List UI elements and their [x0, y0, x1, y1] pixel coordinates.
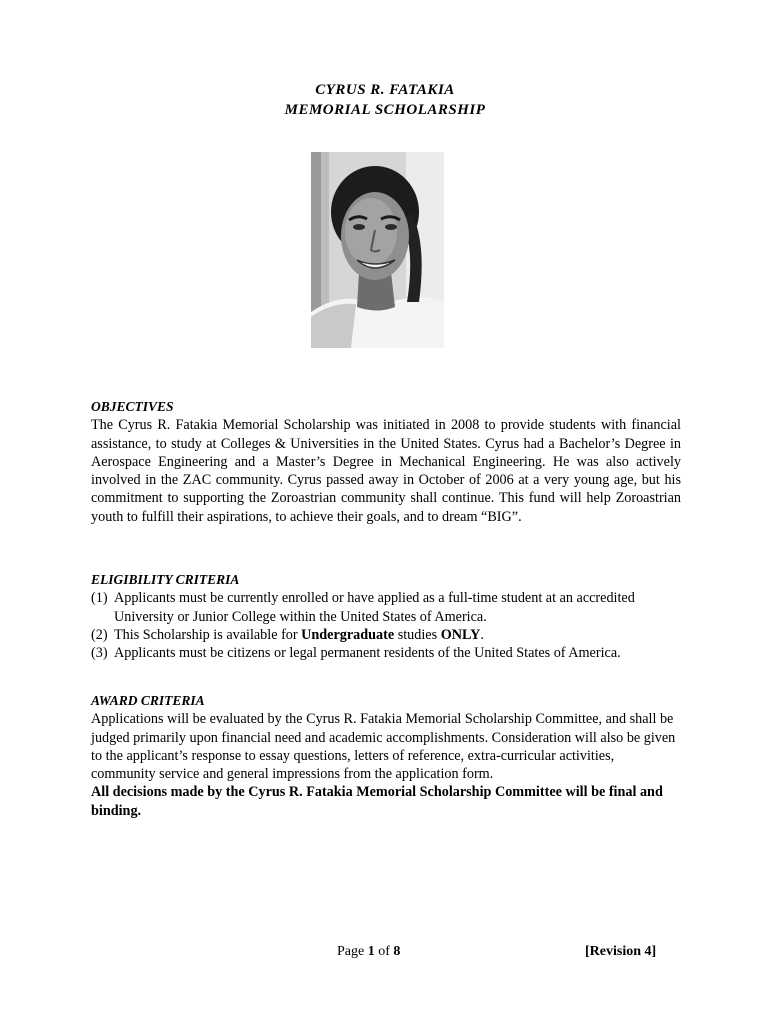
award-section [91, 692, 681, 820]
title-line-1: CYRUS R. FATAKIA [315, 82, 455, 98]
eligibility-item-2-undergraduate: Undergraduate [301, 626, 395, 643]
objectives-body: The Cyrus R. Fatakia Memorial Scholarship was initiated in 2008 to provide students with financial assistance, to study at Colleges & Universities in the United States. Cyrus had a Bachelor’s Degree in Aerospace Engineering and a Master’s Degree in Mechanical Engineering. He was also actively involved in the ZAC community. Cyrus passed away in October of 2006 at a very young age, but his commitment to supporting the Zoroastrian community shall continue. This fund will help Zoroastrian youth to fulfill their aspirations, to achieve their goals, and to dream “BIG”. [91, 417, 681, 525]
award-heading: AWARD CRITERIA [91, 693, 205, 708]
eligibility-item-2-mid: studies [394, 626, 441, 643]
eligibility-item-1-number: (1) [91, 590, 108, 607]
page-of: of [374, 944, 394, 959]
revision-label: [Revision 4] [585, 944, 657, 959]
eligibility-item-2-post: . [480, 626, 484, 643]
objectives-heading: OBJECTIVES [91, 399, 174, 414]
eligibility-item-2-only: ONLY [440, 626, 481, 643]
eligibility-item-3-number: (3) [91, 645, 108, 662]
page-label: Page [337, 944, 368, 959]
title-line-2: MEMORIAL SCHOLARSHIP [284, 102, 486, 118]
eligibility-item-2-number: (2) [91, 626, 108, 643]
portrait-photo [311, 152, 444, 348]
eligibility-item-3 [91, 644, 681, 662]
award-body: Applications will be evaluated by the Cyrus R. Fatakia Memorial Scholarship Committee, and shall be judged primarily upon financial need and academic accomplishments. Consideration will also be given to the applicant’s response to essay questions, letters of reference, extra-curricular activities, community service and general impressions from the application form. [91, 711, 676, 783]
objectives-section [91, 398, 681, 526]
eligibility-item-2-pre: This Scholarship is available for [114, 626, 302, 643]
eligibility-section [91, 571, 681, 662]
page-total: 8 [393, 944, 401, 959]
page-current: 1 [367, 944, 375, 959]
eligibility-item-2 [91, 626, 681, 644]
eligibility-heading: ELIGIBILITY CRITERIA [91, 572, 240, 587]
eligibility-item-1-text: Applicants must be currently enrolled or have applied as a full-time student at an accredited University or Junior College within the United States of America. [114, 590, 635, 625]
page-number [337, 944, 400, 960]
eligibility-item-1 [91, 589, 681, 626]
award-decision-note: All decisions made by the Cyrus R. Fatakia Memorial Scholarship Committee will be final and binding. [91, 784, 663, 819]
eligibility-item-3-text: Applicants must be citizens or legal permanent residents of the United States of America. [114, 645, 621, 662]
